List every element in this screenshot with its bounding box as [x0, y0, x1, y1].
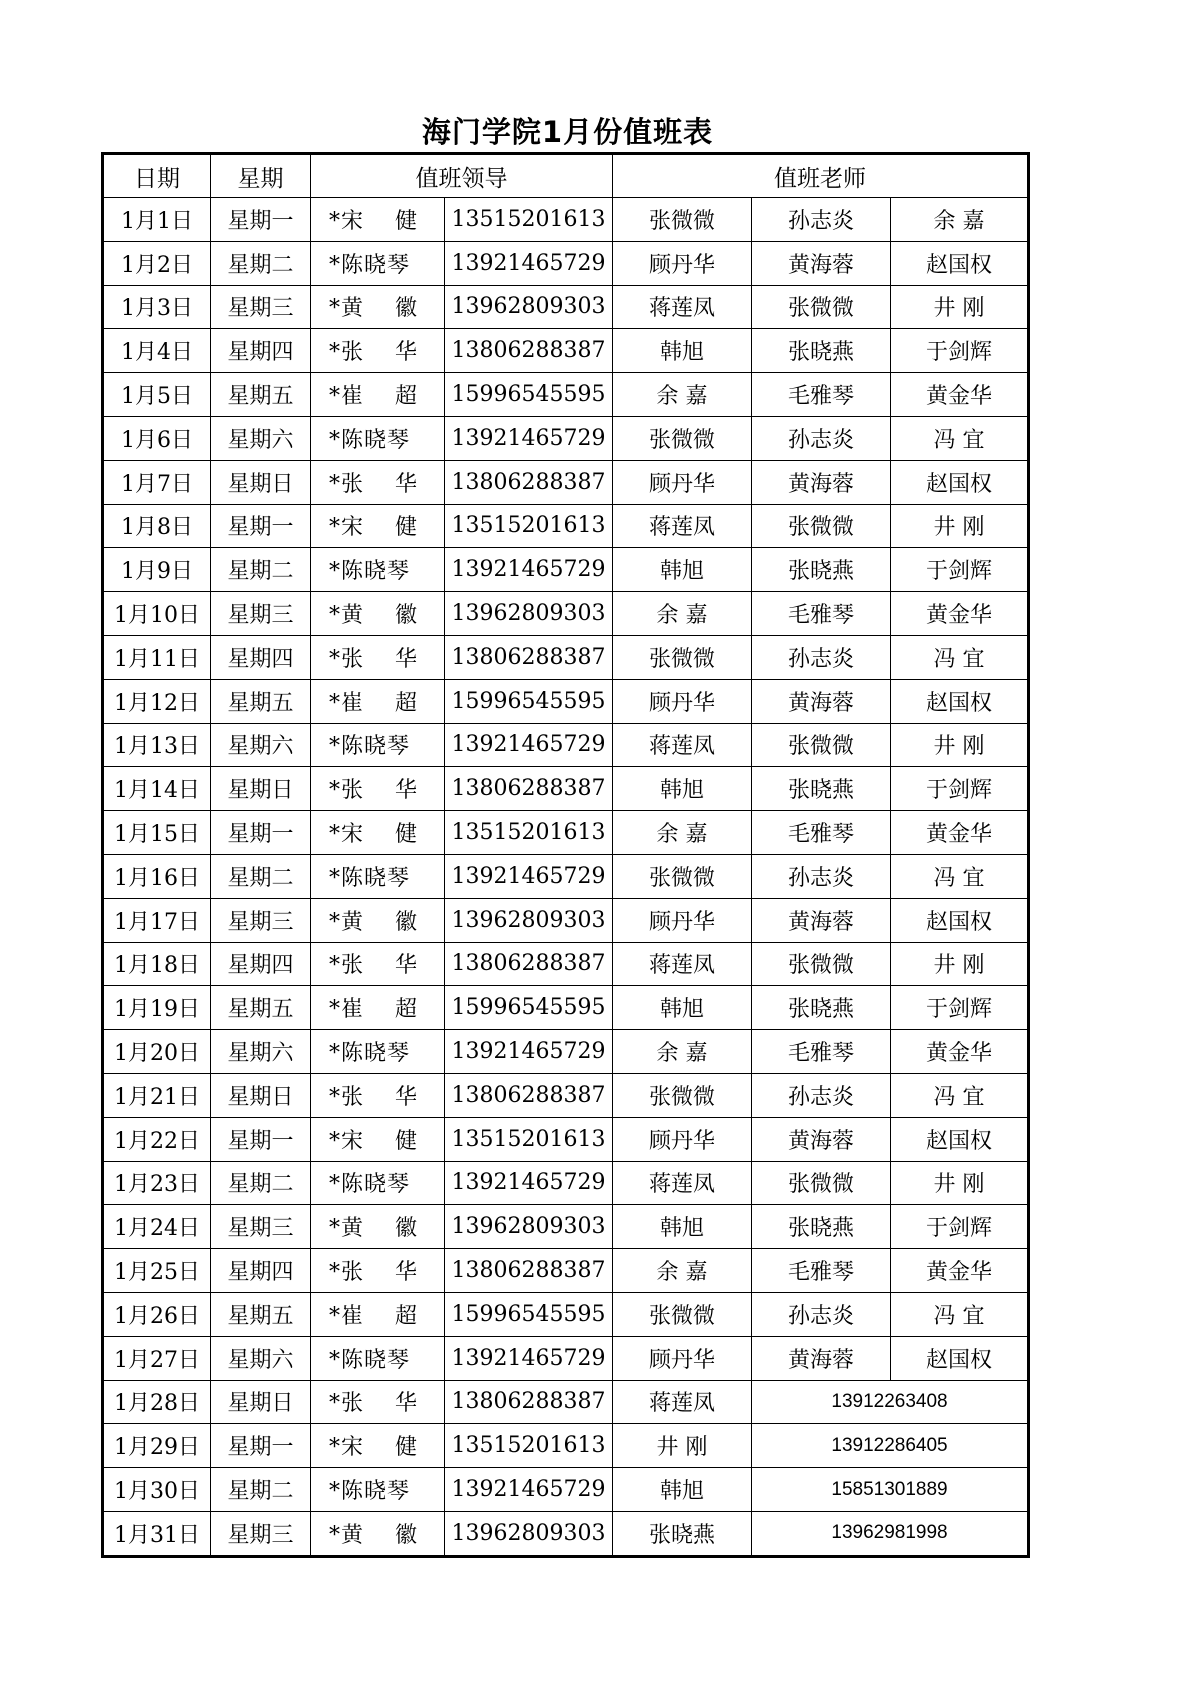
teacher-cell: 毛雅琴 [752, 592, 891, 636]
weekday-cell: 星期一 [211, 1424, 311, 1468]
weekday-cell: 星期日 [211, 1380, 311, 1424]
date-cell: 1月6日 [103, 416, 211, 460]
leader-name-cell: *张 华 [311, 767, 445, 811]
table-row [103, 1117, 1029, 1161]
weekday-cell: 星期五 [211, 986, 311, 1030]
leader-name-cell: *崔 超 [311, 679, 445, 723]
header-row [103, 154, 1029, 198]
leader-name-cell: *黄 徽 [311, 592, 445, 636]
table-row [103, 1161, 1029, 1205]
teacher-cell: 张晓燕 [752, 986, 891, 1030]
leader-phone-cell: 13806288387 [445, 460, 613, 504]
weekday-cell: 星期四 [211, 635, 311, 679]
extra-phone-cell: 13912263408 [752, 1380, 1029, 1424]
teacher-cell: 余 嘉 [613, 1249, 752, 1293]
teacher-cell: 张微微 [613, 1073, 752, 1117]
weekday-cell: 星期五 [211, 373, 311, 417]
table-row [103, 329, 1029, 373]
table-row [103, 942, 1029, 986]
leader-phone-cell: 13921465729 [445, 416, 613, 460]
extra-phone-cell: 13962981998 [752, 1511, 1029, 1556]
weekday-cell: 星期三 [211, 592, 311, 636]
table-row [103, 1424, 1029, 1468]
teacher-cell: 孙志炎 [752, 198, 891, 242]
table-row [103, 241, 1029, 285]
date-cell: 1月23日 [103, 1161, 211, 1205]
teacher-cell: 张晓燕 [752, 1205, 891, 1249]
leader-phone-cell: 13515201613 [445, 198, 613, 242]
weekday-cell: 星期一 [211, 198, 311, 242]
teacher-cell: 井 刚 [891, 723, 1029, 767]
teacher-cell: 毛雅琴 [752, 1030, 891, 1074]
leader-phone-cell: 13921465729 [445, 1161, 613, 1205]
date-cell: 1月1日 [103, 198, 211, 242]
teacher-cell: 井 刚 [613, 1424, 752, 1468]
table-row [103, 679, 1029, 723]
weekday-cell: 星期六 [211, 1336, 311, 1380]
table-row [103, 460, 1029, 504]
teacher-cell: 余 嘉 [891, 198, 1029, 242]
leader-phone-cell: 13921465729 [445, 854, 613, 898]
teacher-cell: 黄海蓉 [752, 898, 891, 942]
teacher-cell: 于剑辉 [891, 1205, 1029, 1249]
header-teachers: 值班老师 [613, 154, 1029, 198]
teacher-cell: 孙志炎 [752, 1292, 891, 1336]
teacher-cell: 韩旭 [613, 986, 752, 1030]
teacher-cell: 井 刚 [891, 504, 1029, 548]
leader-name-cell: *宋 健 [311, 1117, 445, 1161]
weekday-cell: 星期日 [211, 1073, 311, 1117]
leader-phone-cell: 13962809303 [445, 285, 613, 329]
weekday-cell: 星期六 [211, 723, 311, 767]
leader-phone-cell: 13806288387 [445, 1380, 613, 1424]
leader-name-cell: *黄 徽 [311, 898, 445, 942]
teacher-cell: 顾丹华 [613, 1117, 752, 1161]
teacher-cell: 顾丹华 [613, 241, 752, 285]
teacher-cell: 冯 宜 [891, 1073, 1029, 1117]
teacher-cell: 黄金华 [891, 811, 1029, 855]
table-row [103, 898, 1029, 942]
teacher-cell: 赵国权 [891, 898, 1029, 942]
teacher-cell: 井 刚 [891, 942, 1029, 986]
teacher-cell: 蒋莲凤 [613, 942, 752, 986]
teacher-cell: 顾丹华 [613, 1336, 752, 1380]
date-cell: 1月2日 [103, 241, 211, 285]
teacher-cell: 冯 宜 [891, 854, 1029, 898]
leader-name-cell: *张 华 [311, 635, 445, 679]
weekday-cell: 星期一 [211, 504, 311, 548]
table-row [103, 373, 1029, 417]
weekday-cell: 星期一 [211, 1117, 311, 1161]
date-cell: 1月30日 [103, 1468, 211, 1512]
leader-phone-cell: 13921465729 [445, 1336, 613, 1380]
teacher-cell: 井 刚 [891, 1161, 1029, 1205]
teacher-cell: 张微微 [613, 198, 752, 242]
teacher-cell: 蒋莲凤 [613, 1161, 752, 1205]
weekday-cell: 星期四 [211, 1249, 311, 1293]
teacher-cell: 赵国权 [891, 1336, 1029, 1380]
teacher-cell: 黄海蓉 [752, 679, 891, 723]
table-row [103, 1205, 1029, 1249]
leader-name-cell: *陈晓琴 [311, 854, 445, 898]
leader-name-cell: *宋 健 [311, 198, 445, 242]
leader-name-cell: *陈晓琴 [311, 548, 445, 592]
teacher-cell: 余 嘉 [613, 373, 752, 417]
leader-phone-cell: 13806288387 [445, 329, 613, 373]
teacher-cell: 孙志炎 [752, 1073, 891, 1117]
leader-phone-cell: 13921465729 [445, 723, 613, 767]
table-row [103, 1380, 1029, 1424]
leader-phone-cell: 13921465729 [445, 548, 613, 592]
table-row [103, 986, 1029, 1030]
page-title: 海门学院1月份值班表 [421, 115, 714, 149]
leader-phone-cell: 13962809303 [445, 1511, 613, 1556]
date-cell: 1月22日 [103, 1117, 211, 1161]
leader-phone-cell: 13806288387 [445, 1073, 613, 1117]
teacher-cell: 赵国权 [891, 679, 1029, 723]
teacher-cell: 毛雅琴 [752, 373, 891, 417]
leader-name-cell: *黄 徽 [311, 1511, 445, 1556]
leader-name-cell: *崔 超 [311, 986, 445, 1030]
leader-phone-cell: 13806288387 [445, 767, 613, 811]
leader-phone-cell: 13962809303 [445, 898, 613, 942]
header-date: 日期 [103, 154, 211, 198]
leader-phone-cell: 13806288387 [445, 1249, 613, 1293]
table-row [103, 635, 1029, 679]
teacher-cell: 顾丹华 [613, 898, 752, 942]
leader-name-cell: *陈晓琴 [311, 416, 445, 460]
leader-phone-cell: 13921465729 [445, 1468, 613, 1512]
teacher-cell: 冯 宜 [891, 416, 1029, 460]
weekday-cell: 星期五 [211, 1292, 311, 1336]
teacher-cell: 于剑辉 [891, 767, 1029, 811]
leader-name-cell: *陈晓琴 [311, 723, 445, 767]
leader-name-cell: *陈晓琴 [311, 1336, 445, 1380]
weekday-cell: 星期二 [211, 1468, 311, 1512]
leader-phone-cell: 13515201613 [445, 1424, 613, 1468]
teacher-cell: 韩旭 [613, 548, 752, 592]
weekday-cell: 星期三 [211, 285, 311, 329]
leader-phone-cell: 13515201613 [445, 504, 613, 548]
leader-phone-cell: 15996545595 [445, 373, 613, 417]
leader-name-cell: *黄 徽 [311, 1205, 445, 1249]
teacher-cell: 毛雅琴 [752, 1249, 891, 1293]
leader-name-cell: *陈晓琴 [311, 241, 445, 285]
date-cell: 1月8日 [103, 504, 211, 548]
date-cell: 1月15日 [103, 811, 211, 855]
teacher-cell: 孙志炎 [752, 854, 891, 898]
date-cell: 1月5日 [103, 373, 211, 417]
weekday-cell: 星期一 [211, 811, 311, 855]
table-row [103, 1511, 1029, 1556]
leader-name-cell: *张 华 [311, 942, 445, 986]
leader-name-cell: *宋 健 [311, 1424, 445, 1468]
table-row [103, 1030, 1029, 1074]
weekday-cell: 星期四 [211, 942, 311, 986]
teacher-cell: 于剑辉 [891, 548, 1029, 592]
date-cell: 1月27日 [103, 1336, 211, 1380]
leader-phone-cell: 13806288387 [445, 942, 613, 986]
leader-phone-cell: 13806288387 [445, 635, 613, 679]
table-row [103, 198, 1029, 242]
table-row [103, 811, 1029, 855]
teacher-cell: 张微微 [613, 1292, 752, 1336]
teacher-cell: 韩旭 [613, 767, 752, 811]
leader-name-cell: *陈晓琴 [311, 1161, 445, 1205]
teacher-cell: 张微微 [752, 285, 891, 329]
weekday-cell: 星期二 [211, 1161, 311, 1205]
weekday-cell: 星期五 [211, 679, 311, 723]
date-cell: 1月18日 [103, 942, 211, 986]
date-cell: 1月31日 [103, 1511, 211, 1556]
teacher-cell: 张微微 [752, 723, 891, 767]
table-row [103, 854, 1029, 898]
teacher-cell: 赵国权 [891, 1117, 1029, 1161]
teacher-cell: 韩旭 [613, 1468, 752, 1512]
teacher-cell: 孙志炎 [752, 416, 891, 460]
leader-phone-cell: 13921465729 [445, 1030, 613, 1074]
teacher-cell: 赵国权 [891, 460, 1029, 504]
date-cell: 1月26日 [103, 1292, 211, 1336]
table-row [103, 723, 1029, 767]
table-row [103, 1468, 1029, 1512]
teacher-cell: 黄金华 [891, 373, 1029, 417]
weekday-cell: 星期三 [211, 1511, 311, 1556]
leader-phone-cell: 13962809303 [445, 592, 613, 636]
leader-phone-cell: 13515201613 [445, 811, 613, 855]
teacher-cell: 井 刚 [891, 285, 1029, 329]
leader-phone-cell: 15996545595 [445, 986, 613, 1030]
table-row [103, 1336, 1029, 1380]
date-cell: 1月29日 [103, 1424, 211, 1468]
header-leader: 值班领导 [311, 154, 613, 198]
teacher-cell: 张微微 [752, 942, 891, 986]
teacher-cell: 蒋莲凤 [613, 285, 752, 329]
teacher-cell: 顾丹华 [613, 679, 752, 723]
leader-name-cell: *张 华 [311, 460, 445, 504]
table-row [103, 1292, 1029, 1336]
weekday-cell: 星期三 [211, 898, 311, 942]
teacher-cell: 顾丹华 [613, 460, 752, 504]
teacher-cell: 张晓燕 [752, 767, 891, 811]
leader-name-cell: *张 华 [311, 1073, 445, 1117]
header-weekday: 星期 [211, 154, 311, 198]
date-cell: 1月13日 [103, 723, 211, 767]
table-row [103, 1073, 1029, 1117]
date-cell: 1月17日 [103, 898, 211, 942]
date-cell: 1月21日 [103, 1073, 211, 1117]
weekday-cell: 星期日 [211, 460, 311, 504]
teacher-cell: 黄金华 [891, 1030, 1029, 1074]
teacher-cell: 余 嘉 [613, 811, 752, 855]
date-cell: 1月7日 [103, 460, 211, 504]
leader-phone-cell: 13515201613 [445, 1117, 613, 1161]
teacher-cell: 张微微 [752, 1161, 891, 1205]
date-cell: 1月14日 [103, 767, 211, 811]
leader-name-cell: *崔 超 [311, 373, 445, 417]
table-row [103, 592, 1029, 636]
teacher-cell: 黄金华 [891, 592, 1029, 636]
teacher-cell: 张微微 [613, 854, 752, 898]
date-cell: 1月4日 [103, 329, 211, 373]
date-cell: 1月19日 [103, 986, 211, 1030]
weekday-cell: 星期二 [211, 548, 311, 592]
weekday-cell: 星期六 [211, 416, 311, 460]
teacher-cell: 张晓燕 [752, 548, 891, 592]
date-cell: 1月12日 [103, 679, 211, 723]
teacher-cell: 蒋莲凤 [613, 1380, 752, 1424]
weekday-cell: 星期日 [211, 767, 311, 811]
leader-name-cell: *宋 健 [311, 811, 445, 855]
teacher-cell: 张微微 [613, 416, 752, 460]
date-cell: 1月28日 [103, 1380, 211, 1424]
leader-name-cell: *张 华 [311, 1380, 445, 1424]
leader-phone-cell: 15996545595 [445, 679, 613, 723]
leader-phone-cell: 15996545595 [445, 1292, 613, 1336]
leader-phone-cell: 13921465729 [445, 241, 613, 285]
teacher-cell: 余 嘉 [613, 592, 752, 636]
teacher-cell: 黄海蓉 [752, 1117, 891, 1161]
leader-name-cell: *陈晓琴 [311, 1030, 445, 1074]
table-row [103, 548, 1029, 592]
extra-phone-cell: 13912286405 [752, 1424, 1029, 1468]
date-cell: 1月16日 [103, 854, 211, 898]
teacher-cell: 张微微 [613, 635, 752, 679]
leader-name-cell: *陈晓琴 [311, 1468, 445, 1512]
leader-name-cell: *崔 超 [311, 1292, 445, 1336]
teacher-cell: 蒋莲凤 [613, 723, 752, 767]
weekday-cell: 星期四 [211, 329, 311, 373]
weekday-cell: 星期二 [211, 241, 311, 285]
teacher-cell: 孙志炎 [752, 635, 891, 679]
teacher-cell: 黄海蓉 [752, 1336, 891, 1380]
date-cell: 1月10日 [103, 592, 211, 636]
weekday-cell: 星期六 [211, 1030, 311, 1074]
teacher-cell: 余 嘉 [613, 1030, 752, 1074]
table-row [103, 504, 1029, 548]
date-cell: 1月9日 [103, 548, 211, 592]
leader-name-cell: *张 华 [311, 1249, 445, 1293]
teacher-cell: 赵国权 [891, 241, 1029, 285]
teacher-cell: 张晓燕 [752, 329, 891, 373]
table-row [103, 285, 1029, 329]
weekday-cell: 星期三 [211, 1205, 311, 1249]
table-row [103, 1249, 1029, 1293]
date-cell: 1月11日 [103, 635, 211, 679]
weekday-cell: 星期二 [211, 854, 311, 898]
teacher-cell: 黄金华 [891, 1249, 1029, 1293]
leader-phone-cell: 13962809303 [445, 1205, 613, 1249]
teacher-cell: 韩旭 [613, 1205, 752, 1249]
table-row [103, 416, 1029, 460]
extra-phone-cell: 15851301889 [752, 1468, 1029, 1512]
leader-name-cell: *宋 健 [311, 504, 445, 548]
teacher-cell: 冯 宜 [891, 635, 1029, 679]
teacher-cell: 冯 宜 [891, 1292, 1029, 1336]
duty-table [101, 152, 1030, 1558]
teacher-cell: 于剑辉 [891, 329, 1029, 373]
date-cell: 1月24日 [103, 1205, 211, 1249]
leader-name-cell: *张 华 [311, 329, 445, 373]
teacher-cell: 张晓燕 [613, 1511, 752, 1556]
date-cell: 1月25日 [103, 1249, 211, 1293]
teacher-cell: 黄海蓉 [752, 241, 891, 285]
teacher-cell: 蒋莲凤 [613, 504, 752, 548]
date-cell: 1月20日 [103, 1030, 211, 1074]
teacher-cell: 黄海蓉 [752, 460, 891, 504]
teacher-cell: 韩旭 [613, 329, 752, 373]
date-cell: 1月3日 [103, 285, 211, 329]
teacher-cell: 张微微 [752, 504, 891, 548]
teacher-cell: 毛雅琴 [752, 811, 891, 855]
table-row [103, 767, 1029, 811]
teacher-cell: 于剑辉 [891, 986, 1029, 1030]
leader-name-cell: *黄 徽 [311, 285, 445, 329]
